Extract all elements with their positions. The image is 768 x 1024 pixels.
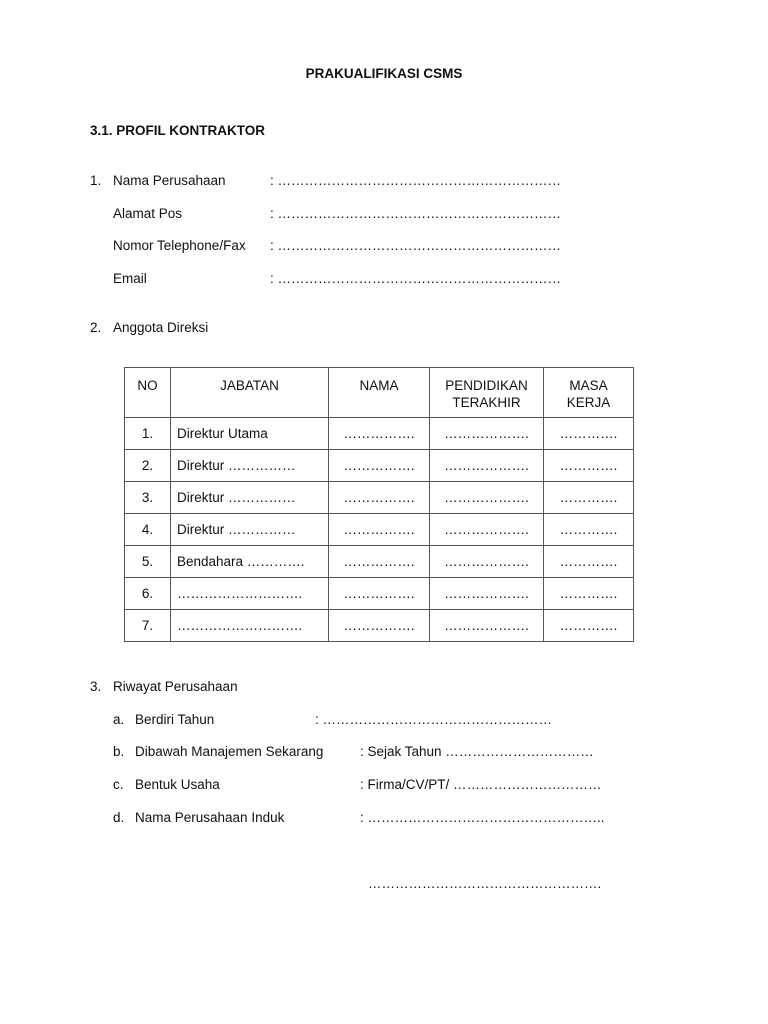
board-of-directors-table: [124, 367, 634, 642]
sub-c-letter: c.: [113, 777, 124, 792]
sub-b-label: Dibawah Manajemen Sekarang: [135, 744, 324, 759]
row-masa-kerja[interactable]: ………….: [544, 610, 634, 642]
sub-c-label: Bentuk Usaha: [135, 777, 220, 792]
row-nama[interactable]: …………….: [329, 578, 430, 610]
table-row: [125, 514, 634, 546]
row-pendidikan[interactable]: ……………….: [430, 546, 544, 578]
header-no: NO: [125, 368, 171, 418]
sub-a-label: Berdiri Tahun: [135, 712, 215, 727]
row-jabatan[interactable]: Bendahara ………….: [171, 546, 329, 578]
table-row: [125, 546, 634, 578]
row-masa-kerja[interactable]: ………….: [544, 450, 634, 482]
field-label-phone-fax: Nomor Telephone/Fax: [113, 238, 246, 253]
row-no: 6.: [125, 578, 171, 610]
table-row: [125, 482, 634, 514]
field-value-phone-fax[interactable]: : ………………………………………………………: [270, 238, 562, 253]
row-jabatan[interactable]: Direktur ……………: [171, 450, 329, 482]
table-header-row: [125, 368, 634, 418]
header-masa-kerja-text: MASA KERJA: [566, 378, 611, 410]
row-jabatan[interactable]: Direktur ……………: [171, 482, 329, 514]
row-masa-kerja[interactable]: ………….: [544, 418, 634, 450]
row-nama[interactable]: …………….: [329, 514, 430, 546]
row-pendidikan[interactable]: ……………….: [430, 418, 544, 450]
header-nama: NAMA: [329, 368, 430, 418]
row-no: 2.: [125, 450, 171, 482]
row-no: 4.: [125, 514, 171, 546]
row-nama[interactable]: …………….: [329, 482, 430, 514]
row-jabatan[interactable]: Direktur Utama: [171, 418, 329, 450]
sub-a-value[interactable]: : ……………………………………………: [315, 712, 553, 727]
row-jabatan[interactable]: ……………………….: [171, 578, 329, 610]
sub-c-value[interactable]: : Firma/CV/PT/ ……………………………: [360, 777, 602, 792]
row-no: 3.: [125, 482, 171, 514]
row-masa-kerja[interactable]: ………….: [544, 578, 634, 610]
row-pendidikan[interactable]: ……………….: [430, 482, 544, 514]
row-no: 7.: [125, 610, 171, 642]
field-label-postal-address: Alamat Pos: [113, 206, 183, 221]
row-nama[interactable]: …………….: [329, 546, 430, 578]
header-pendidikan-text: PENDIDIKAN TERAKHIR: [445, 378, 528, 410]
sub-a-letter: a.: [113, 712, 125, 727]
table-row: [125, 418, 634, 450]
header-jabatan: JABATAN: [171, 368, 329, 418]
field-value-postal-address[interactable]: : ………………………………………………………: [270, 206, 562, 221]
row-pendidikan[interactable]: ……………….: [430, 514, 544, 546]
row-masa-kerja[interactable]: ………….: [544, 546, 634, 578]
row-masa-kerja[interactable]: ………….: [544, 514, 634, 546]
row-pendidikan[interactable]: ……………….: [430, 578, 544, 610]
field-label-email: Email: [113, 271, 147, 286]
item-2-label: Anggota Direksi: [113, 320, 209, 335]
row-masa-kerja[interactable]: ………….: [544, 482, 634, 514]
table-row: [125, 450, 634, 482]
field-value-company-name[interactable]: : ………………………………………………………: [270, 173, 562, 188]
item-3-number: 3.: [90, 679, 102, 694]
sub-b-letter: b.: [113, 744, 125, 759]
sub-d-label: Nama Perusahaan Induk: [135, 810, 285, 825]
row-pendidikan[interactable]: ……………….: [430, 610, 544, 642]
row-nama[interactable]: …………….: [329, 610, 430, 642]
item-3-label: Riwayat Perusahaan: [113, 679, 238, 694]
table-row: [125, 578, 634, 610]
row-jabatan[interactable]: ……………………….: [171, 610, 329, 642]
field-value-email[interactable]: : ………………………………………………………: [270, 271, 562, 286]
row-no: 1.: [125, 418, 171, 450]
row-pendidikan[interactable]: ……………….: [430, 450, 544, 482]
sub-b-value[interactable]: : Sejak Tahun ……………………………: [360, 744, 594, 759]
header-masa-kerja: [544, 368, 634, 418]
row-jabatan[interactable]: Direktur ……………: [171, 514, 329, 546]
sub-d-letter: d.: [113, 810, 125, 825]
section-heading: 3.1. PROFIL KONTRAKTOR: [90, 123, 266, 138]
row-nama[interactable]: …………….: [329, 450, 430, 482]
row-no: 5.: [125, 546, 171, 578]
item-2-number: 2.: [90, 320, 102, 335]
item-1-number: 1.: [90, 173, 102, 188]
sub-d-value[interactable]: : ……………………………………………..: [360, 810, 605, 825]
row-nama[interactable]: …………….: [329, 418, 430, 450]
page-title: PRAKUALIFIKASI CSMS: [305, 66, 463, 81]
field-label-company-name: Nama Perusahaan: [113, 173, 226, 188]
sub-d-extra-line[interactable]: …………………………………………….: [368, 876, 602, 891]
header-pendidikan: [430, 368, 544, 418]
table-row: [125, 610, 634, 642]
